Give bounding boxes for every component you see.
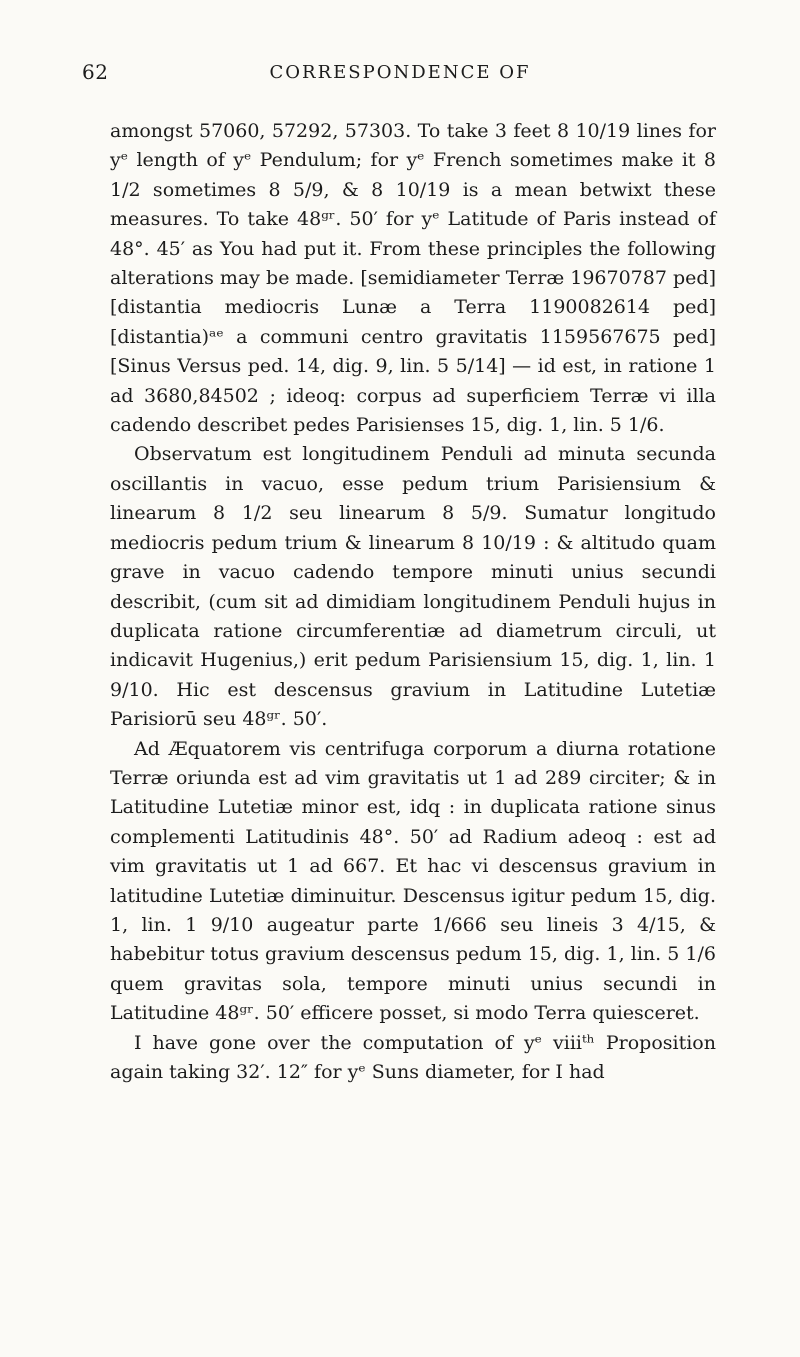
text-body bbox=[110, 117, 716, 1087]
paragraph-1: amongst 57060, 57292, 57303. To take 3 feet 8 10/19 lines for yᵉ length of yᵉ Pendulum; for yᵉ French sometimes make it 8 1/2 sometimes 8 5/9, & 8 10/19 is a mean betwixt these measures. To take 48ᵍʳ. 50′ for yᵉ Latitude of Paris instead of 48°. 45′ as You had put it. From these principles the following alterations may be made. [semidiameter Terræ 19670787 ped] [distantia mediocris Lunæ a Terra 1190082614 ped] [distantia)ᵃᵉ a communi centro gravitatis 1159567675 ped] [Sinus Versus ped. 14, dig. 9, lin. 5 5/14] — id est, in ratione 1 ad 3680,84502 ; ideoq: corpus ad superficiem Terræ vi illa cadendo describet pedes Parisienses 15, dig. 1, lin. 5 1/6. bbox=[110, 120, 716, 437]
running-title: CORRESPONDENCE OF bbox=[269, 62, 531, 83]
paragraph-4: I have gone over the computation of yᵉ viiiᵗʰ Proposition again taking 32′. 12″ for yᵉ Suns diameter, for I had bbox=[110, 1031, 716, 1083]
paragraph-2: Observatum est longitudinem Penduli ad minuta secunda oscillantis in vacuo, esse pedum trium Parisiensium & linearum 8 1/2 seu linearum 8 5/9. Sumatur longitudo mediocris pedum trium & linearum 8 10/19 : & altitudo quam grave in vacuo cadendo tempore minuti unius secundi describit, (cum sit ad dimidiam longitudinem Penduli hujus in duplicata ratione circumferentiæ ad diametrum circuli, ut indicavit Hugenius,) erit pedum Parisiensium 15, dig. 1, lin. 1 9/10. Hic est descensus gravium in Latitudine Lutetiæ Parisiorū seu 48ᵍʳ. 50′. bbox=[110, 443, 716, 731]
page-header bbox=[82, 50, 718, 90]
page-number: 62 bbox=[82, 60, 109, 84]
paragraph-3: Ad Æquatorem vis centrifuga corporum a diurna rotatione Terræ oriunda est ad vim gravitatis ut 1 ad 289 circiter; & in Latitudine Lutetiæ minor est, idq : in duplicata ratione sinus complementi Latitudinis 48°. 50′ ad Radium adeoq : est ad vim gravitatis ut 1 ad 667. Et hac vi descensus gravium in latitudine Lutetiæ diminuitur. Descensus igitur pedum 15, dig. 1, lin. 1 9/10 augeatur parte 1/666 seu lineis 3 4/15, & habebitur totus gravium descensus pedum 15, dig. 1, lin. 5 1/6 quem gravitas sola, tempore minuti unius secundi in Latitudine 48ᵍʳ. 50′ efficere posset, si modo Terra quiesceret. bbox=[110, 737, 716, 1025]
